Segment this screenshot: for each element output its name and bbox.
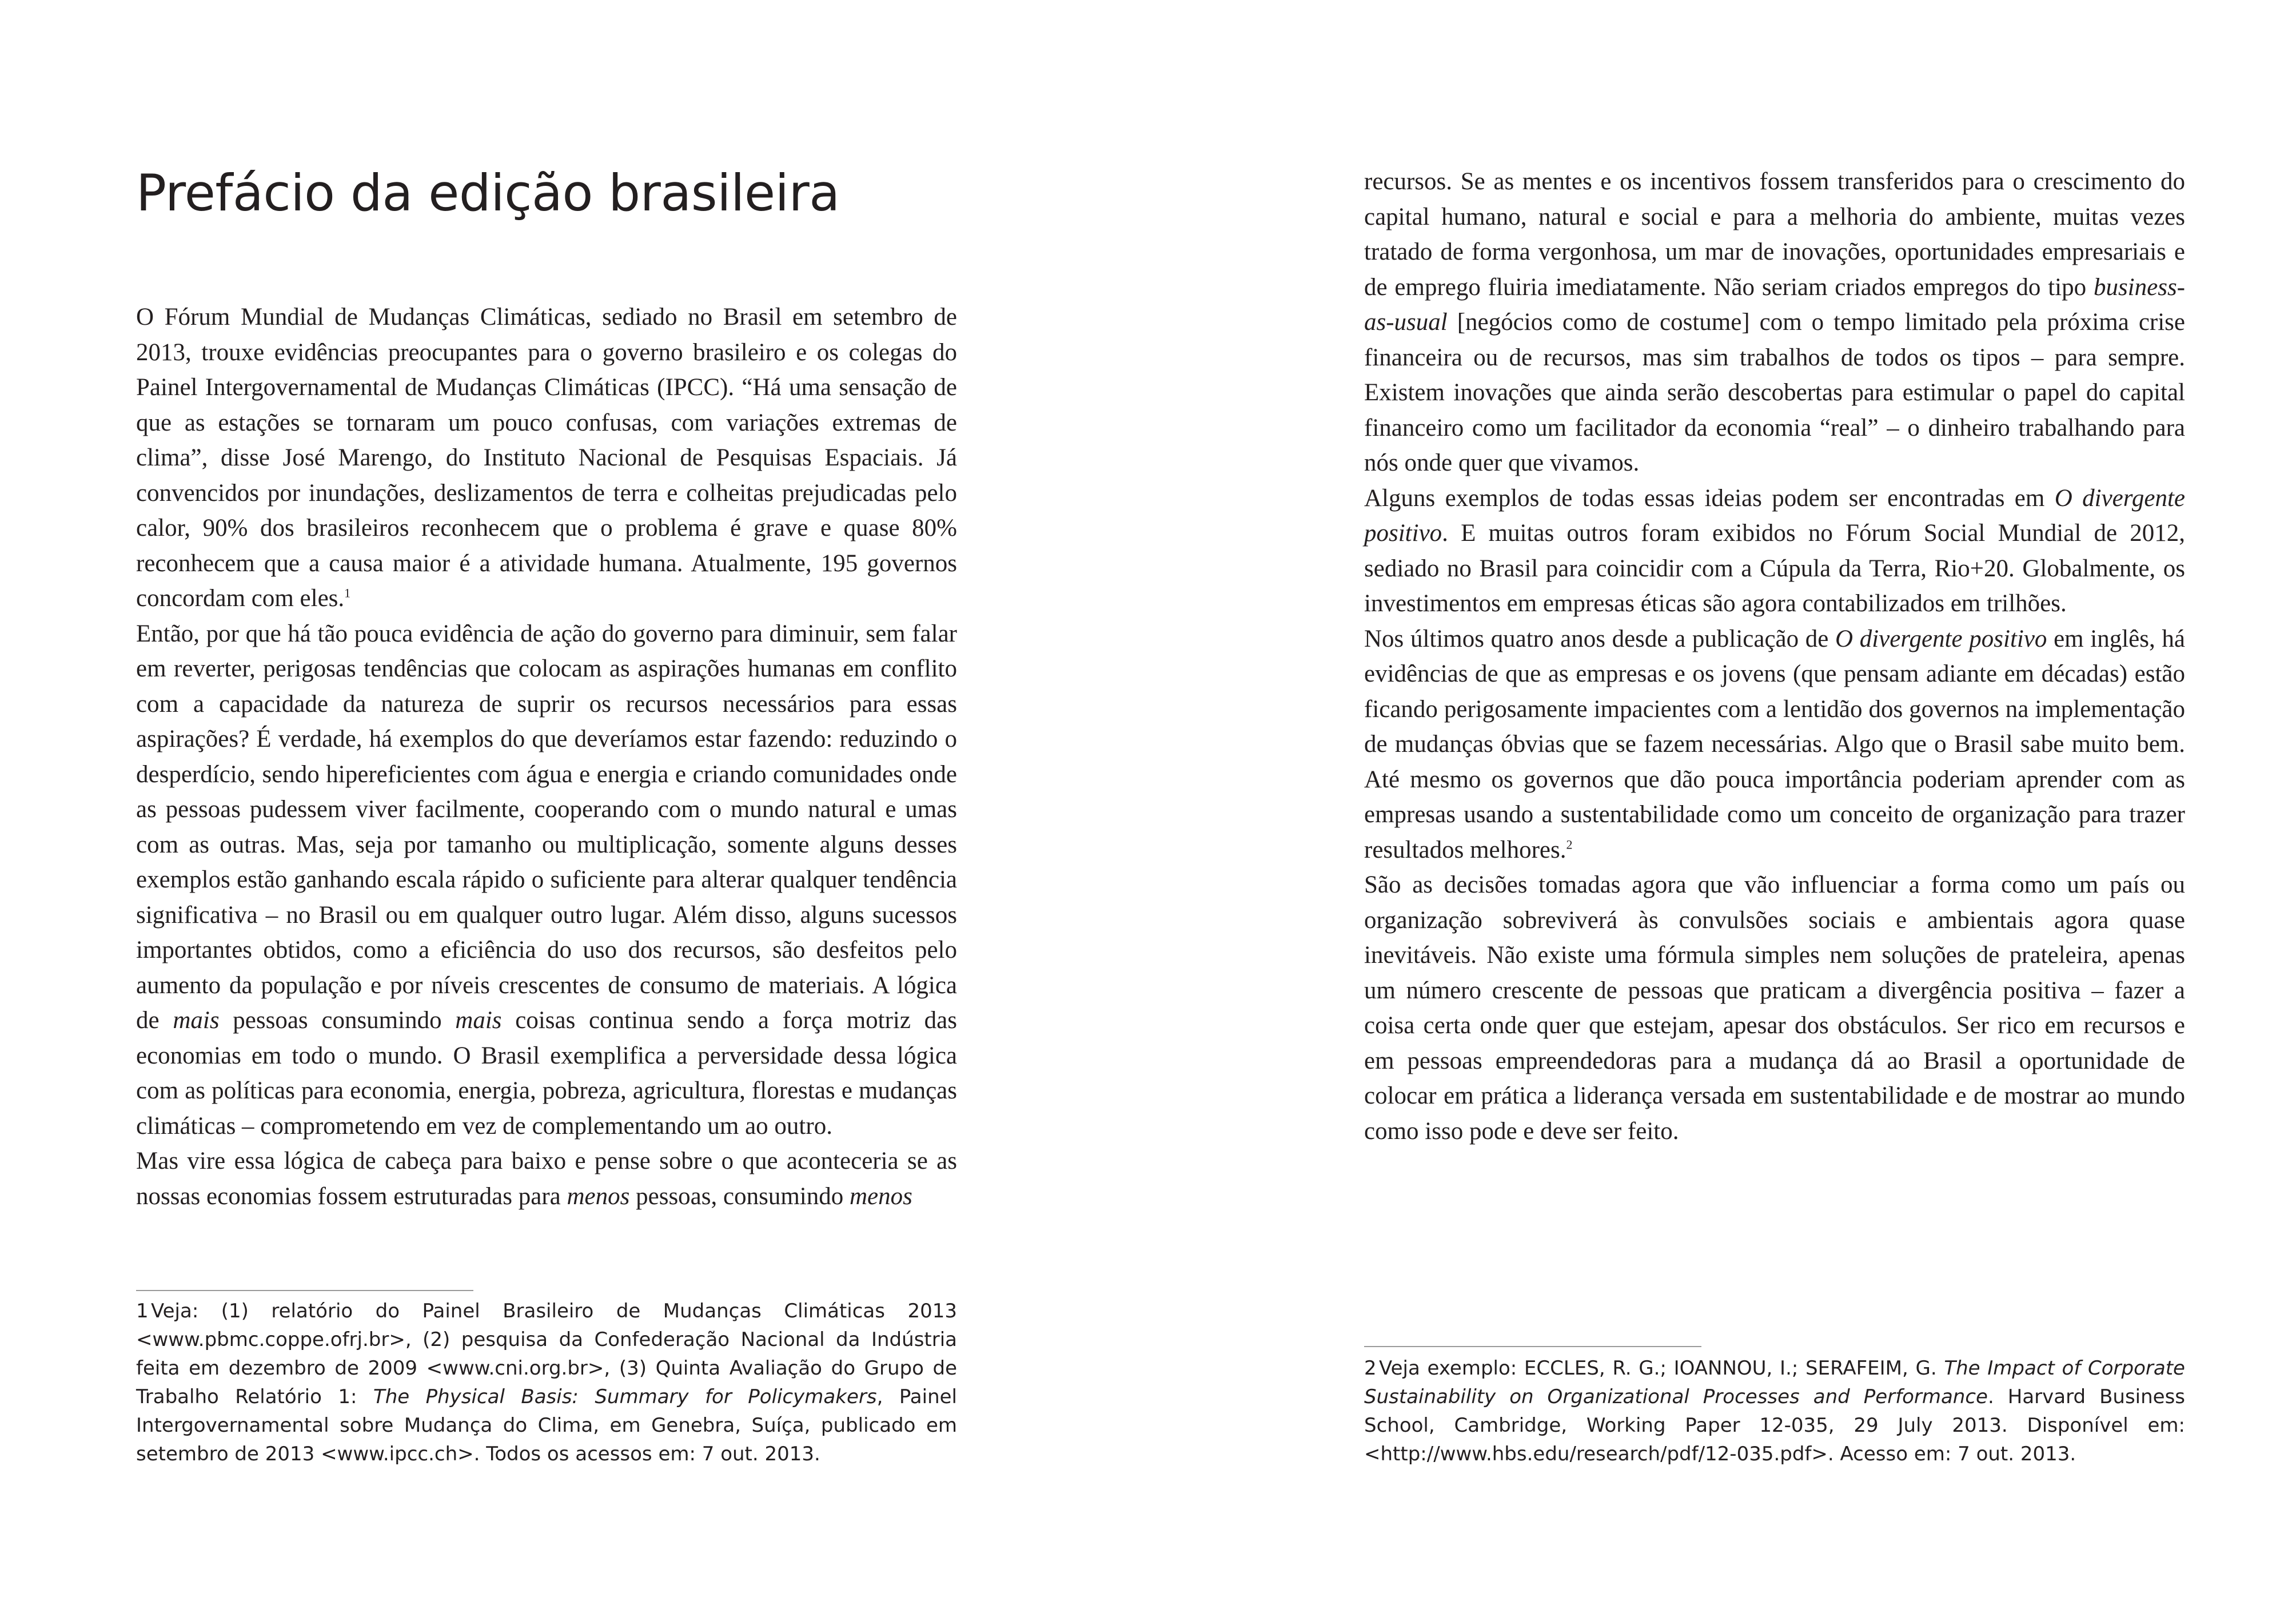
- footnote: [136, 1297, 957, 1468]
- right-page: [1148, 0, 2296, 1621]
- paragraph: Alguns exemplos de todas essas ideias podem ser encontradas em O divergente positivo. E muitas outros foram exibidos no Fórum Social Mundial de 2012, sediado no Brasil para coincidir com a Cúpula da Terra, Rio+20. Globalmente, os investimentos em empresas éticas são agora contabilizados em trilhões.: [1364, 484, 2185, 617]
- page-title: Prefácio da edição brasileira: [136, 164, 840, 222]
- footnote-number: 2: [1364, 1357, 1377, 1380]
- paragraph: recursos. Se as mentes e os incentivos fossem transferidos para o crescimento do capital humano, natural e social e para a melhoria do ambiente, muitas vezes tratado de forma vergonhosa, um mar de inovações, oportunidades empresariais e de emprego fluiria imediatamente. Não seriam criados empregos do tipo business-as-usual [negócios como de costume] com o tempo limitado pela próxima crise financeira ou de recursos, mas sim trabalhos de todos os tipos – para sempre. Existem inovações que ainda serão descobertas para estimular o papel do capital financeiro como um facilitador da economia “real” – o dinheiro trabalhando para nós onde quer que vivamos.: [1364, 168, 2185, 476]
- paragraph: O Fórum Mundial de Mudanças Climáticas, sediado no Brasil em setembro de 2013, trouxe evidências preocupantes para o governo brasileiro e os colegas do Painel Intergovernamental de Mudanças Climáticas (IPCC). “Há uma sensação de que as estações se tornaram um pouco confusas, com variações extremas de clima”, disse José Marengo, do Instituto Nacional de Pesquisas Espaciais. Já convencidos por inundações, deslizamentos de terra e colheitas prejudicadas pelo calor, 90% dos brasileiros reconhecem que o problema é grave e quase 80% reconhecem que a causa maior é a atividade humana. Atualmente, 195 governos concordam com eles.$^1$: [136, 304, 957, 612]
- right-body-text: [1364, 164, 2185, 1149]
- footnote-divider: [136, 1290, 473, 1291]
- footnote-divider: [1364, 1346, 1701, 1347]
- paragraph: Então, por que há tão pouca evidência de ação do governo para diminuir, sem falar em reverter, perigosas tendências que colocam as aspirações humanas em conflito com a capacidade da natureza de suprir os recursos necessários para essas aspirações? É verdade, há exemplos do que deveríamos estar fazendo: reduzindo o desperdício, sendo hipereficientes com água e energia e criando comunidades onde as pessoas pudessem viver facilmente, cooperando com o mundo natural e umas com as outras. Mas, seja por tamanho ou multiplicação, somente alguns desses exemplos estão ganhando escala rápido o suficiente para alterar qualquer tendência significativa – no Brasil ou em qualquer outro lugar. Além disso, alguns sucessos importantes obtidos, como a eficiência do uso dos recursos, são desfeitos pelo aumento da população e por níveis crescentes de consumo de materiais. A lógica de mais pessoas consumindo mais coisas continua sendo a força motriz das economias em todo o mundo. O Brasil exemplifica a perversidade dessa lógica com as políticas para economia, energia, pobreza, agricultura, florestas e mudanças climáticas – comprometendo em vez de complementando um ao outro.: [136, 620, 957, 1140]
- paragraph: São as decisões tomadas agora que vão influenciar a forma como um país ou organização sobreviverá às convulsões sociais e ambientais agora quase inevitáveis. Não existe uma fórmula simples nem soluções de prateleira, apenas um número crescente de pessoas que praticam a divergência positiva – fazer a coisa certa onde quer que estejam, apesar dos obstáculos. Ser rico em recursos e em pessoas empreendedoras para a mudança dá ao Brasil a oportunidade de colocar em prática a liderança versada em sustentabilidade e de mostrar ao mundo como isso pode e deve ser feito.: [1364, 871, 2185, 1145]
- paragraph: Mas vire essa lógica de cabeça para baixo e pense sobre o que aconteceria se as nossas economias fossem estruturadas para menos pessoas, consumindo menos: [136, 1148, 957, 1210]
- footnote-text: Veja: (1) relatório do Painel Brasileiro de Mudanças Climáticas 2013 <www.pbmc.coppe.ofrj.br>, (2) pesquisa da Confederação Nacional da Indústria feita em dezembro de 2009 <www.cni.org.br>, (3) Quinta Avaliação do Grupo de Trabalho Relatório 1: The Physical Basis: Summary for Policymakers, Painel Intergovernamental sobre Mudança do Clima, em Genebra, Suíça, publicado em setembro de 2013 <www.ipcc.ch>. Todos os acessos em: 7 out. 2013.: [136, 1300, 957, 1465]
- paragraph: Nos últimos quatro anos desde a publicação de O divergente positivo em inglês, há evidências de que as empresas e os jovens (que pensam adiante em décadas) estão ficando perigosamente impacientes com a lentidão dos governos na implementação de mudanças óbvias que se fazem necessárias. Algo que o Brasil sabe muito bem. Até mesmo os governos que dão pouca importância poderiam aprender com as empresas usando a sustentabilidade como um conceito de organização para trazer resultados melhores.$^2$: [1364, 625, 2185, 863]
- footnote-ref[interactable]: 1: [344, 586, 351, 600]
- footnote: [1364, 1354, 2185, 1468]
- left-body-text: [136, 300, 957, 1214]
- footnote-text: Veja exemplo: ECCLES, R. G.; IOANNOU, I.; SERAFEIM, G. The Impact of Corporate Sustainability on Organizational Processes and Performance. Harvard Business School, Cambridge, Working Paper 12-035, 29 July 2013. Disponível em: <http://www.hbs.edu/research/pdf/12-035.pdf>. Acesso em: 7 out. 2013.: [1364, 1357, 2185, 1465]
- footnote-number: 1: [136, 1300, 149, 1323]
- footnote-ref[interactable]: 2: [1566, 837, 1573, 852]
